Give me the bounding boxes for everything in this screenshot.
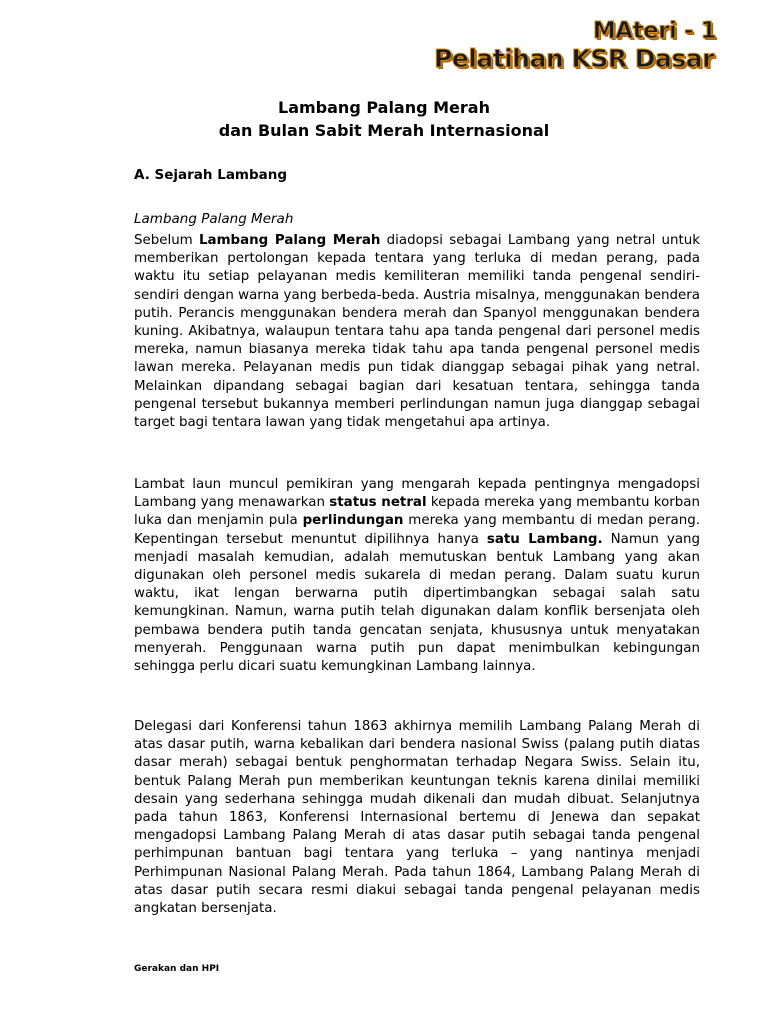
section-heading: A. Sejarah Lambang — [134, 167, 288, 183]
paragraph-1: Sebelum Lambang Palang Merah diadopsi sebagai Lambang yang netral untuk memberikan pertolongan kepada tentara yang terluka di medan perang, pada waktu itu setiap pelayanan medis kemiliteran memiliki tanda pengenal sendiri-sendiri dengan warna yang berbeda-beda. Austria misalnya, menggunakan bendera putih. Perancis menggunakan bendera merah dan Spanyol menggunakan bendera kuning. Akibatnya, walaupun tentara tahu apa tanda pengenal dari personel medis mereka, namun biasanya mereka tidak tahu apa tanda pengenal personel medis lawan mereka. Pelayanan medis pun tidak dianggap sebagai pihak yang netral. Melainkan dipandang sebagai bagian dari kesatuan tentara, sehingga tanda pengenal tersebut bukannya memberi perlindungan namun juga dianggap sebagai target bagi tentara lawan yang tidak mengetahui apa artinya. — [134, 233, 701, 431]
document-title-line2: dan Bulan Sabit Merah Internasional — [218, 121, 550, 140]
section-subheading: Lambang Palang Merah — [134, 211, 294, 227]
materi-label: MAteri - 1 — [592, 18, 716, 44]
paragraph-2: Lambat laun muncul pemikiran yang mengarah kepada pentingnya mengadopsi Lambang yang menawarkan status netral kepada mereka yang membantu korban luka dan menjamin pula perlindungan mereka yang membantu di medan perang. Kepentingan tersebut menuntut dipilihnya hanya satu Lambang. Namun yang menjadi masalah kemudian, adalah memutuskan bentuk Lambang yang akan digunakan oleh personel medis sukarela di medan perang. Dalam suatu kurun waktu, ikat lengan berwarna putih dipertimbangkan sebagai salah satu kemungkinan. Namun, warna putih telah digunakan dalam konflik bersenjata oleh pembawa bendera putih tanda gencatan senjata, khususnya untuk menyatakan menyerah. Penggunaan warna putih pun dapat menimbulkan kebingungan sehingga perlu dicari suatu kemungkinan Lambang lainnya. — [134, 477, 701, 675]
course-title: Pelatihan KSR Dasar — [434, 44, 714, 73]
page-footer: Gerakan dan HPI — [134, 964, 220, 974]
paragraph-3: Delegasi dari Konferensi tahun 1863 akhirnya memilih Lambang Palang Merah di atas dasar putih, warna kebalikan dari bendera nasional Swiss (palang putih diatas dasar merah) sebagai bentuk penghormatan terhadap Negara Swiss. Selain itu, bentuk Palang Merah pun memberikan keuntungan teknis karena dinilai memiliki desain yang sederhana sehingga mudah dikenali dan mudah dibuat. Selanjutnya pada tahun 1863, Konferensi Internasional bertemu di Jenewa dan sepakat mengadopsi Lambang Palang Merah di atas dasar putih sebagai tanda pengenal perhimpunan bantuan bagi tentara yang terluka – yang nantinya menjadi Perhimpunan Nasional Palang Merah. Pada tahun 1864, Lambang Palang Merah di atas dasar putih secara resmi diakui sebagai tanda pengenal pelayanan medis angkatan bersenjata. — [134, 719, 700, 917]
document-title-line1: Lambang Palang Merah — [278, 98, 490, 117]
